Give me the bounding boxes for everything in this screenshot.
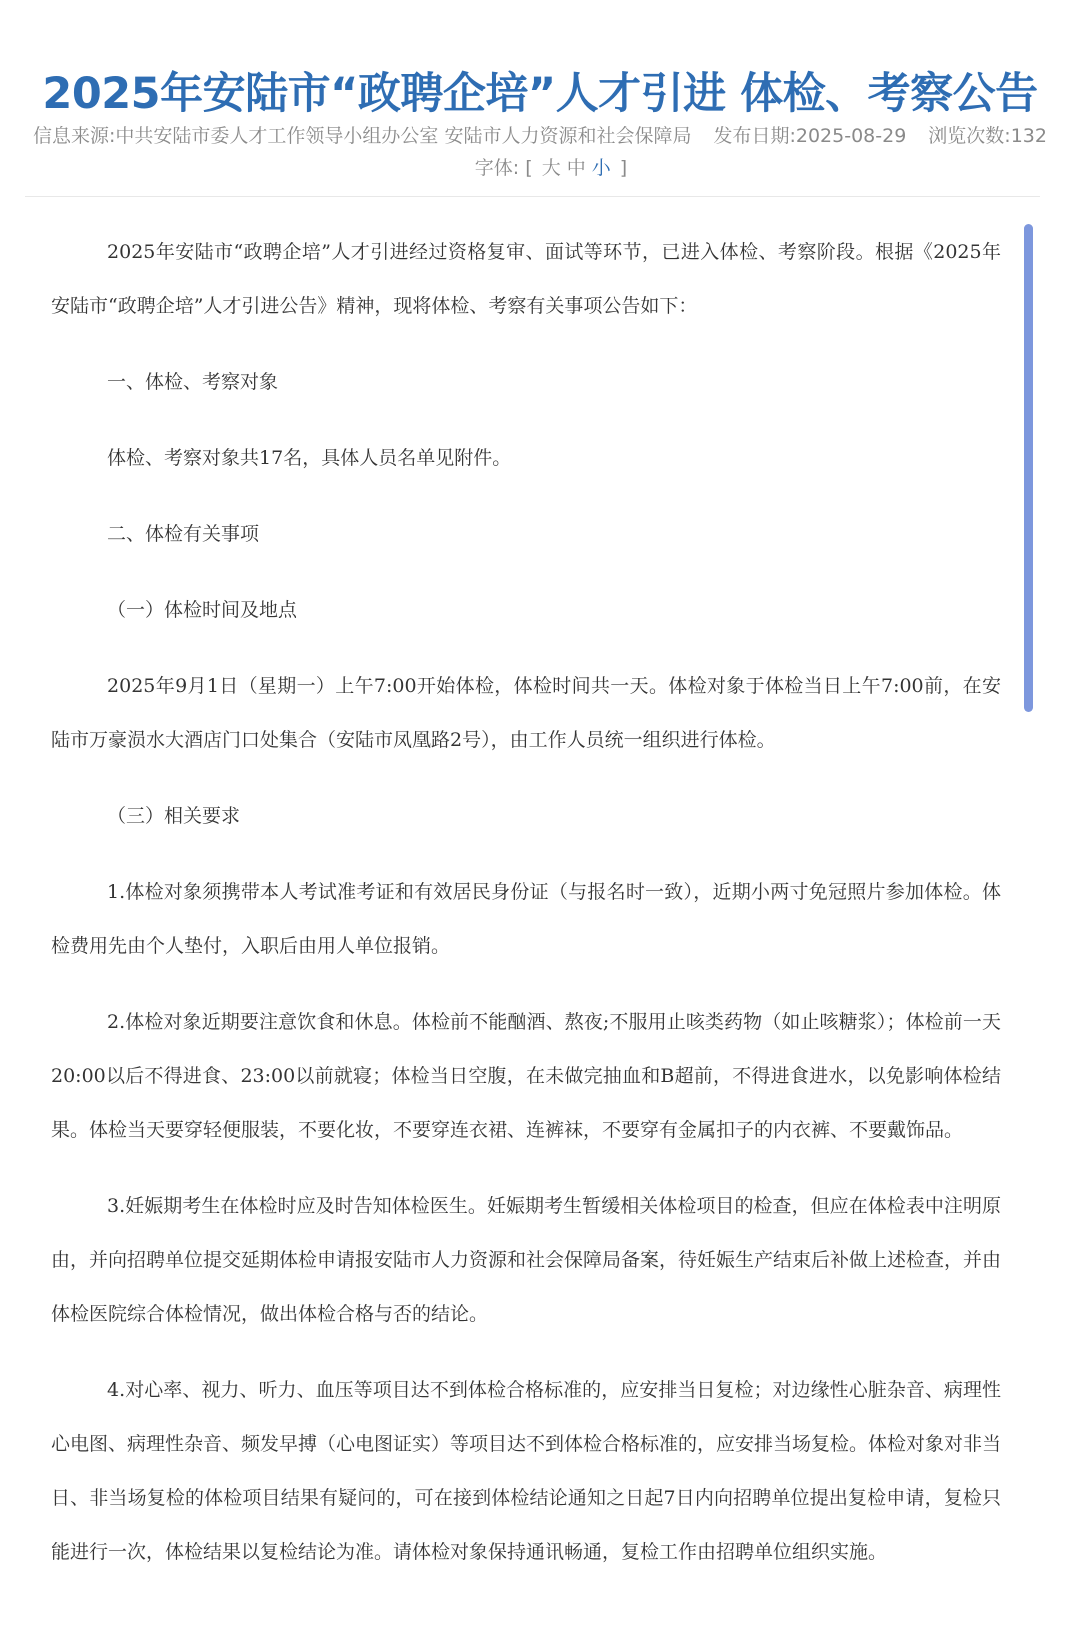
font-size-control <box>475 157 627 179</box>
paragraph-intro: 2025年安陆市“政聘企培”人才引进经过资格复审、面试等环节，已进入体检、考察阶段。根据《2025年安陆市“政聘企培”人才引进公告》精神，现将体检、考察有关事项公告如下： <box>51 241 1001 317</box>
font-size-label: 字体: <box>474 157 520 179</box>
bracket-open: [ <box>525 157 533 179</box>
font-size-medium-link[interactable]: 中 <box>566 157 586 179</box>
paragraph: 3.妊娠期考生在体检时应及时告知体检医生。妊娠期考生暂缓相关体检项目的检查，但应在体检表中注明原由，并向招聘单位提交延期体检申请报安陆市人力资源和社会保障局备案，待妊娠生产结束后补做上述检查，并由体检医院综合体检情况，做出体检合格与否的结论。 <box>51 1195 1002 1325</box>
header-divider <box>25 196 1040 197</box>
bracket-close: ] <box>619 157 628 179</box>
view-count: 浏览次数:132 <box>928 125 1047 147</box>
paragraph: 2.体检对象近期要注意饮食和休息。体检前不能酗酒、熬夜;不服用止咳类药物（如止咳糖浆）；体检前一天20:00以后不得进食、23:00以前就寝；体检当日空腹，在未做完抽血和B超前，不得进食进水，以免影响体检结果。体检当天要穿轻便服装，不要化妆，不要穿连衣裙、连裤袜，不要穿有金属扣子的内衣裤、不要戴饰品。 <box>51 1011 1001 1141</box>
info-source: 信息来源:中共安陆市委人才工作领导小组办公室 安陆市人力资源和社会保障局 <box>33 125 692 147</box>
paragraph: 2025年9月1日（星期一）上午7:00开始体检，体检时间共一天。体检对象于体检当日上午7:00前，在安陆市万豪涢水大酒店门口处集合（安陆市凤凰路2号），由工作人员统一组织进行体检。 <box>51 675 1001 751</box>
paragraph: 体检、考察对象共17名，具体人员名单见附件。 <box>107 447 512 469</box>
publish-date: 发布日期:2025-08-29 <box>713 125 907 147</box>
article-body <box>51 225 1001 1601</box>
paragraph: 1.体检对象须携带本人考试准考证和有效居民身份证（与报名时一致），近期小两寸免冠照片参加体检。体检费用先由个人垫付，入职后由用人单位报销。 <box>51 881 1001 957</box>
font-size-large-link[interactable]: 大 <box>541 157 561 179</box>
scrollbar-thumb[interactable] <box>1024 224 1033 712</box>
subsection-heading: （一）体检时间及地点 <box>107 599 298 621</box>
section-heading-2: 二、体检有关事项 <box>107 523 260 545</box>
page-title: 2025年安陆市“政聘企培”人才引进 体检、考察公告 <box>42 68 1038 119</box>
article-meta <box>25 120 1055 184</box>
section-heading-1: 一、体检、考察对象 <box>107 371 279 393</box>
subsection-heading: （三）相关要求 <box>107 805 241 827</box>
paragraph: 4.对心率、视力、听力、血压等项目达不到体检合格标准的，应安排当日复检；对边缘性心脏杂音、病理性心电图、病理性杂音、频发早搏（心电图证实）等项目达不到体检合格标准的，应安排当场复检。体检对象对非当日、非当场复检的体检项目结果有疑问的，可在接到体检结论通知之日起7日内向招聘单位提出复检申请，复检只能进行一次，体检结果以复检结论为准。请体检对象保持通讯畅通，复检工作由招聘单位组织实施。 <box>51 1379 1002 1563</box>
font-size-small-link[interactable]: 小 <box>591 157 611 179</box>
